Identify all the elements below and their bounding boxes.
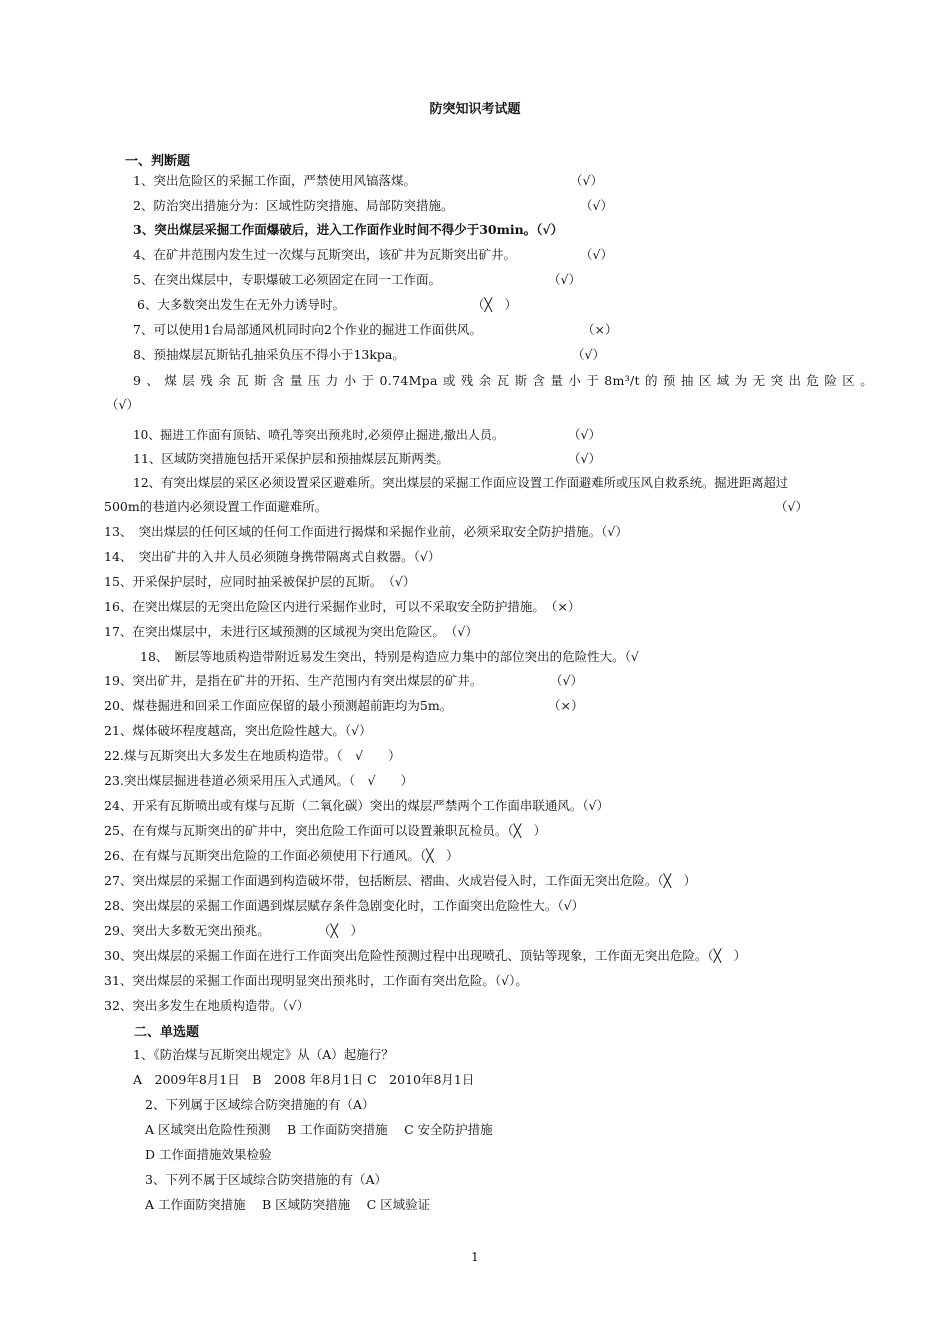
judge-mark-6: （╳ ） [472,297,518,312]
judge-item-25: 25、在有煤与瓦斯突出的矿井中，突出危险工作面可以设置兼职瓦检员。（╳ ） [104,823,547,838]
judge-item-21: 21、煤体破坏程度越高，突出危险性越大。（√） [104,723,372,738]
judge-item-7: 7、可以使用1台局部通风机同时向2个作业的掘进工作面供风。 [133,322,482,337]
judge-item-3: 3、突出煤层采掘工作面爆破后，进入工作面作业时间不得少于30min。（√） [133,222,564,237]
judge-item-15: 15、开采保护层时，应同时抽采被保护层的瓦斯。 （√） [104,574,416,589]
judge-mark-4: （√） [580,247,613,262]
judge-item-31: 31、突出煤层的采掘工作面出现明显突出预兆时，工作面有突出危险。（√）。 [104,973,528,988]
judge-item-20: 20、煤巷掘进和回采工作面应保留的最小预测超前距均为5m。 [104,698,453,713]
single-options-3: A 工作面防突措施 B 区域防突措施 C 区域验证 [145,1197,431,1212]
judge-item-27: 27、突出煤层的采掘工作面遇到构造破坏带，包括断层、褶曲、火成岩侵入时，工作面无突出危险。（╳ ） [104,873,697,888]
judge-item-14: 14、 突出矿井的入井人员必须随身携带隔离式自救器。（√） [104,549,441,564]
judge-item-8: 8、预抽煤层瓦斯钻孔抽采负压不得小于13kpa。 [133,347,405,362]
section-heading-judge: 一、判断题 [125,154,191,169]
judge-item-5: 5、在突出煤层中，专职爆破工必须固定在同一工作面。 [133,272,441,287]
single-options-2b: D 工作面措施效果检验 [145,1147,272,1162]
section-heading-single: 二、单选题 [134,1025,200,1040]
single-question-3: 3、下列不属于区域综合防突措施的有（A） [145,1172,387,1187]
judge-item-26: 26、在有煤与瓦斯突出危险的工作面必须使用下行通风。（╳ ） [104,848,459,863]
judge-item-16: 16、在突出煤层的无突出危险区内进行采掘作业时，可以不采取安全防护措施。 （×） [104,599,581,614]
judge-mark-29: （╳ ） [318,923,364,938]
judge-mark-1: （√） [570,173,603,188]
judge-item-11: 11、区域防突措施包括开采保护层和预抽煤层瓦斯两类。 [133,451,449,466]
judge-mark-5: （√） [548,272,581,287]
judge-item-1: 1、突出危险区的采掘工作面，严禁使用风镐落煤。 [133,173,416,188]
judge-mark-12: （√） [775,499,808,514]
judge-mark-11: （√） [568,451,601,466]
judge-mark-2: （√） [580,198,613,213]
judge-mark-7: （×） [582,322,618,337]
judge-item-22: 22.煤与瓦斯突出大多发生在地质构造带。（ √ ） [104,748,401,763]
page-title: 防突知识考试题 [429,102,521,117]
judge-item-19: 19、突出矿井，是指在矿井的开拓、生产范围内有突出煤层的矿井。 [104,673,483,688]
judge-item-12-cont: 500m的巷道内必须设置工作面避难所。 [104,499,328,514]
judge-item-28: 28、突出煤层的采掘工作面遇到煤层赋存条件急剧变化时，工作面突出危险性大。（√） [104,898,585,913]
judge-mark-20: （×） [548,698,584,713]
judge-item-30: 30、突出煤层的采掘工作面在进行工作面突出危险性预测过程中出现喷孔、顶钻等现象，工作面无突出危险。（╳ ） [104,948,747,963]
single-options-1: A 2009年8月1日 B 2008 年8月1日 C 2010年8月1日 [133,1072,475,1087]
judge-item-12: 12、有突出煤层的采区必须设置采区避难所。突出煤层的采掘工作面应设置工作面避难所或压风自救系统。掘进距离超过 [133,476,789,490]
judge-item-10: 10、掘进工作面有顶钻、喷孔等突出预兆时,必须停止掘进,撤出人员。 [133,428,504,442]
judge-item-17: 17、在突出煤层中，未进行区域预测的区域视为突出危险区。 （√） [104,624,478,639]
judge-item-6: 6、大多数突出发生在无外力诱导时。 [137,297,345,312]
judge-mark-8: （√） [572,347,605,362]
judge-item-13: 13、 突出煤层的任何区域的任何工作面进行揭煤和采掘作业前，必须采取安全防护措施。（√） [104,524,628,539]
single-question-2: 2、下列属于区域综合防突措施的有（A） [145,1097,375,1112]
page-number: 1 [471,1250,479,1264]
judge-mark-9: （√） [106,397,139,412]
judge-item-23: 23.突出煤层掘进巷道必须采用压入式通风。（ √ ） [104,773,414,788]
single-question-1: 1、《防治煤与瓦斯突出规定》从（A）起施行？ [133,1047,394,1062]
judge-item-2: 2、防治突出措施分为：区域性防突措施、局部防突措施。 [133,198,454,213]
judge-item-24: 24、开采有瓦斯喷出或有煤与瓦斯（二氧化碳）突出的煤层严禁两个工作面串联通风。（√） [104,798,610,813]
judge-item-29: 29、突出大多数无突出预兆。 [104,923,270,938]
single-options-2: A 区域突出危险性预测 B 工作面防突措施 C 安全防护措施 [145,1122,493,1137]
judge-item-18: 18、 断层等地质构造带附近易发生突出，特别是构造应力集中的部位突出的危险性大。（√ [140,649,639,664]
judge-mark-10: （√） [568,427,601,442]
judge-item-32: 32、突出多发生在地质构造带。（√） [104,998,310,1013]
judge-item-9: 9、煤层残余瓦斯含量压力小于0.74Mpa或残余瓦斯含量小于8m³/t的预抽区域为无突出危险区。 [133,373,873,388]
judge-item-4: 4、在矿井范围内发生过一次煤与瓦斯突出，该矿井为瓦斯突出矿井。 [133,247,516,262]
judge-mark-19: （√） [550,673,583,688]
